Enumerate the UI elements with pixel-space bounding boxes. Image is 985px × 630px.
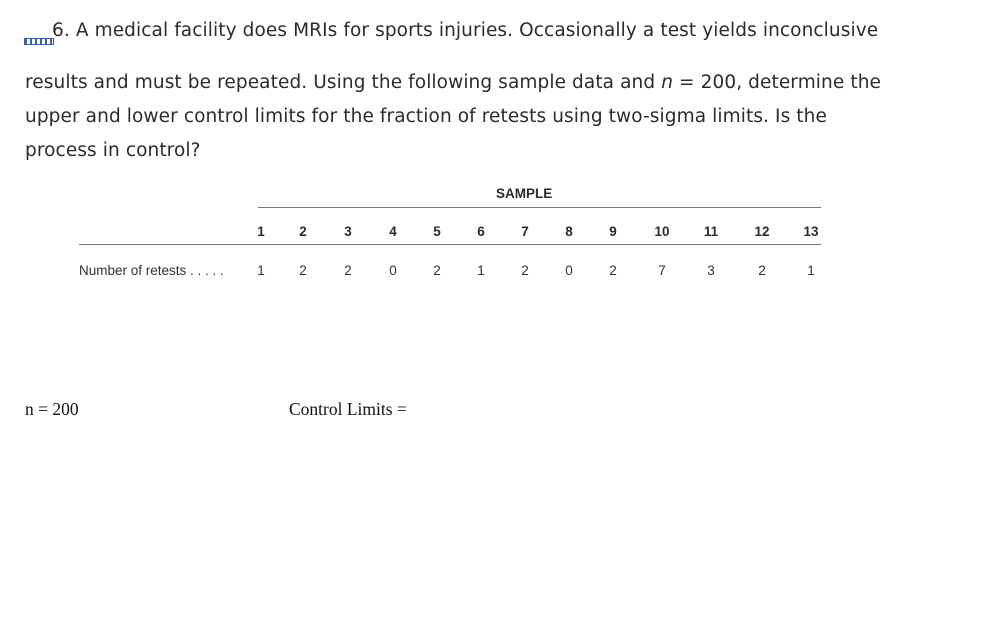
retest-value-1: 1 (257, 263, 265, 278)
sample-header-6: 6 (477, 224, 485, 239)
sample-header-7: 7 (521, 224, 529, 239)
question-text-line2-a: results and must be repeated. Using the following sample data and (25, 72, 662, 93)
sample-size-label: n = 200 (25, 399, 79, 419)
retest-value-11: 3 (707, 263, 715, 278)
retest-value-9: 2 (609, 263, 617, 278)
retest-value-6: 1 (477, 263, 485, 278)
retest-value-2: 2 (299, 263, 307, 278)
retest-value-13: 1 (807, 263, 815, 278)
retest-value-5: 2 (433, 263, 441, 278)
retest-value-7: 2 (521, 263, 529, 278)
retest-value-10: 7 (658, 263, 666, 278)
sample-header-3: 3 (344, 224, 352, 239)
variable-n: n (661, 72, 674, 93)
question-line-3: upper and lower control limits for the fraction of retests using two-sigma limits. Is the (25, 106, 827, 127)
table-divider-header (79, 244, 821, 245)
question-number: 6. (52, 20, 70, 41)
sample-header-5: 5 (433, 224, 441, 239)
sample-header-11: 11 (703, 224, 719, 239)
question-text-line1: A medical facility does MRIs for sports injuries. Occasionally a test yields inconclusive (75, 20, 879, 41)
retest-value-12: 2 (758, 263, 766, 278)
retest-value-8: 0 (565, 263, 573, 278)
sample-header-1: 1 (257, 224, 265, 239)
sample-header-12: 12 (754, 224, 770, 239)
sample-header-13: 13 (803, 224, 819, 239)
table-heading: SAMPLE (496, 186, 553, 201)
retests-table (0, 0, 985, 300)
question-line-4: process in control? (25, 140, 201, 161)
sample-header-10: 10 (654, 224, 670, 239)
question-text-line2-b: = 200, determine the (673, 72, 882, 93)
sample-header-4: 4 (389, 224, 397, 239)
sample-header-2: 2 (299, 224, 307, 239)
row-label: Number of retests . . . . . (79, 263, 224, 278)
sample-header-8: 8 (565, 224, 573, 239)
retest-value-4: 0 (389, 263, 397, 278)
table-divider-top (258, 207, 821, 208)
retest-value-3: 2 (344, 263, 352, 278)
sample-header-9: 9 (609, 224, 617, 239)
control-limits-label: Control Limits = (289, 399, 407, 419)
